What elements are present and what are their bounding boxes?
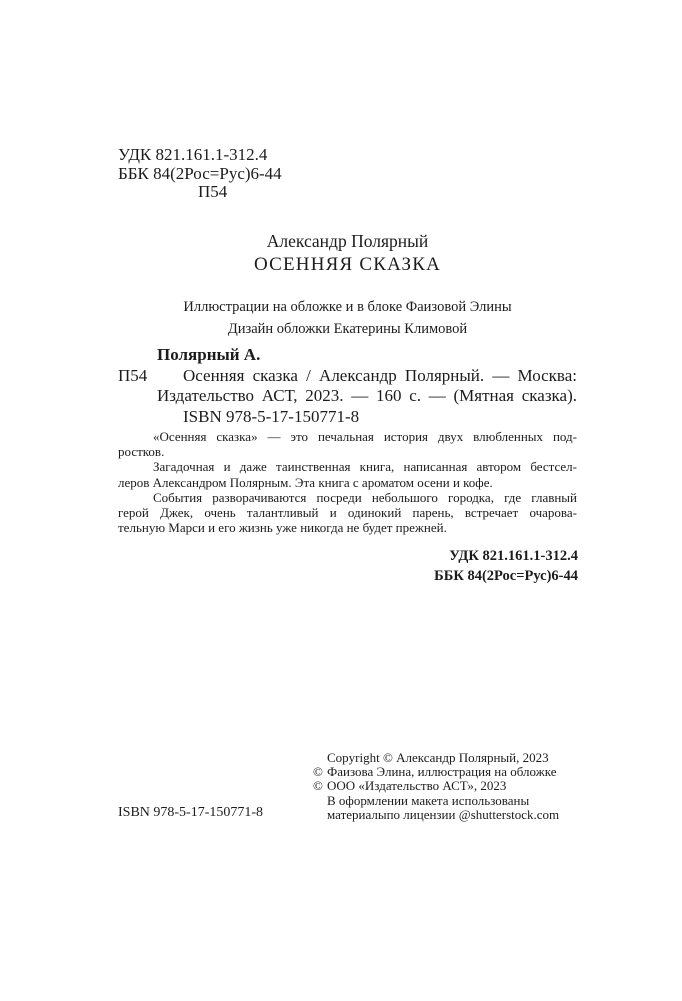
copyright-line [313,808,559,822]
illustration-credit: Иллюстрации на обложке и в блоке Фаизовой Элины [183,299,512,315]
catalog-line-1: Осенняя сказка / Александр Полярный. — Москва: [183,365,577,385]
copyright-line [313,794,559,808]
catalog-line-2: Издательство АСТ, 2023. — 160 с. — (Мятная сказка). [157,386,577,405]
annotation-p1-line2: ростков. [118,444,165,460]
copyright-line [313,765,559,779]
cover-design-credit: Дизайн обложки Екатерины Климовой [227,321,468,337]
copyright-line [313,779,559,793]
annotation-p2-line1: Загадочная и даже таинственная книга, написанная автором бестсел- [153,459,577,475]
book-title: ОСЕННЯЯ СКАЗКА [253,254,442,275]
annotation-p3-line2: герой Джек, очень талантливый и одинокий парень, встречает очарова- [118,505,577,521]
bbk-code-bottom: ББК 84(2Рос=Рус)6-44 [434,568,578,584]
catalog-card [118,345,577,427]
copyright-text: В оформлении макета использованы [327,792,530,808]
copyright-mark [313,751,327,765]
author-name: Александр Полярный [266,231,429,251]
title-block [118,230,577,276]
catalog-entry [118,366,577,428]
udk-code: УДК 821.161.1-312.4 [118,145,268,164]
copyright-text: материалыпо лицензии @shutterstock.com [327,806,560,822]
bbk-code: ББК 84(2Рос=Рус)6-44 [118,163,282,183]
top-classification-codes [118,146,282,202]
copyright-text: ООО «Издательство АСТ», 2023 [327,778,507,794]
isbn-bottom: ISBN 978-5-17-150771-8 [118,805,264,820]
annotation-p3-line1: События разворачиваются посреди небольшого городка, где главный [153,489,577,505]
bottom-classification-codes [434,546,578,586]
copyright-mark [313,808,327,822]
catalog-isbn: ISBN 978-5-17-150771-8 [183,406,360,426]
credits-block [118,296,577,340]
copyright-line [313,751,559,765]
copyright-mark: © [313,778,323,794]
copyright-mark [313,794,327,808]
catalog-author-heading: Полярный А. [157,345,261,364]
copyright-block [313,751,559,822]
annotation-p2-line2: леров Александром Полярным. Эта книга с ароматом осени и кофе. [118,474,493,490]
copyright-mark: © [313,764,323,780]
copyright-text: Фаизова Элина, иллюстрация на обложке [327,764,557,780]
catalog-author-code: П54 [118,365,148,385]
author-sign-code: П54 [198,182,228,201]
udk-code-bottom: УДК 821.161.1-312.4 [449,548,578,564]
annotation-block [118,429,577,535]
copyright-text: Copyright © Александр Полярный, 2023 [327,750,549,765]
annotation-p3-line3: тельную Марси и его жизнь уже никогда не будет прежней. [118,520,447,536]
annotation-p1-line1: «Осенняя сказка» — это печальная история двух влюбленных под- [153,429,577,444]
